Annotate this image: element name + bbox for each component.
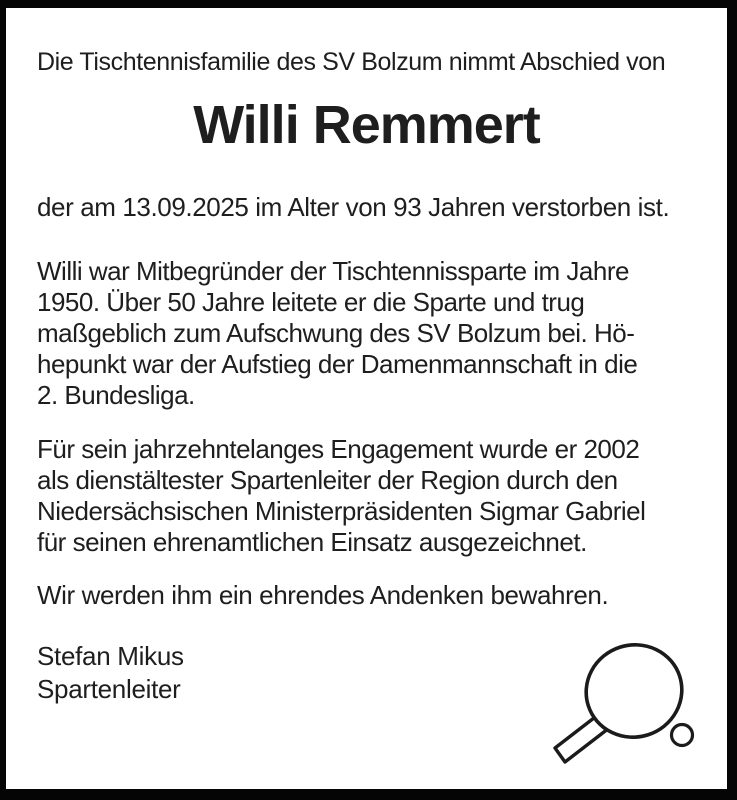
biography-paragraph	[37, 256, 707, 411]
paragraph-line: als dienstältester Spartenleiter der Region durch den	[37, 465, 618, 495]
paragraph-line: Willi war Mitbegründer der Tischtennissparte im Jahre	[37, 256, 629, 286]
paragraph-line: Für sein jahrzehntelanges Engagement wurde er 2002	[37, 434, 640, 464]
paragraph-line: für seinen ehrenamtlichen Einsatz ausgezeichnet.	[37, 527, 587, 557]
paragraph-line: Niedersächsischen Ministerpräsidenten Sigmar Gabriel	[37, 496, 646, 526]
remembrance-line: Wir werden ihm ein ehrendes Andenken bewahren.	[37, 580, 609, 610]
notice-body	[6, 8, 727, 789]
signatory-role: Spartenleiter	[37, 674, 181, 704]
table-tennis-racket-icon	[545, 610, 710, 775]
paragraph-line: maßgeblich zum Aufschwung des SV Bolzum bei. Hö-	[37, 318, 635, 348]
deceased-name: Willi Remmert	[193, 95, 540, 155]
intro-line: Die Tischtennisfamilie des SV Bolzum nimmt Abschied von	[37, 48, 666, 76]
honors-paragraph	[37, 434, 707, 558]
death-date-line: der am 13.09.2025 im Alter von 93 Jahren verstorben ist.	[37, 192, 670, 222]
paragraph-line: hepunkt war der Aufstieg der Damenmannschaft in die	[37, 349, 638, 379]
paragraph-line: 2. Bundesliga.	[37, 380, 195, 410]
signatory-name: Stefan Mikus	[37, 641, 184, 671]
paragraph-line: 1950. Über 50 Jahre leitete er die Sparte und trug	[37, 287, 585, 317]
